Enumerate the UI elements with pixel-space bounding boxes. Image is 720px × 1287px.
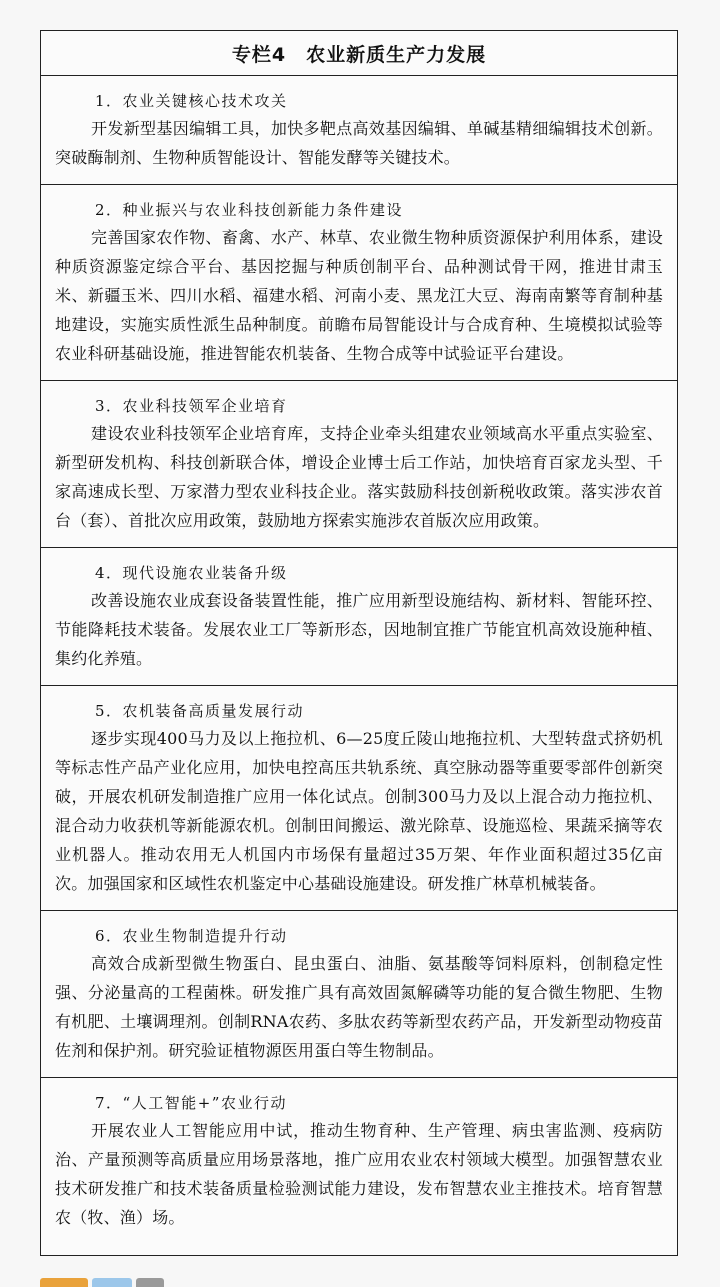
section-heading: 4．现代设施农业装备升级 <box>95 564 288 582</box>
share-icon[interactable] <box>92 1278 132 1287</box>
section-body: 开发新型基因编辑工具，加快多靶点高效基因编辑、单碱基精细编辑技术创新。突破酶制剂、生物种质智能设计、智能发酵等关键技术。 <box>55 119 663 167</box>
section-heading: 7．“人工智能+”农业行动 <box>95 1094 287 1112</box>
section-body: 高效合成新型微生物蛋白、昆虫蛋白、油脂、氨基酸等饲料原料，创制稳定性强、分泌量高的工程菌株。研发推广具有高效固氮解磷等功能的复合微生物肥、生物有机肥、土壤调理剂。创制RNA农药、多肽农药等新型农药产品，开发新型动物疫苗佐剂和保护剂。研究验证植物源医用蛋白等生物制品。 <box>55 954 663 1060</box>
section-1 <box>41 76 677 185</box>
column-title: 专栏4 农业新质生产力发展 <box>41 31 677 76</box>
section-body: 完善国家农作物、畜禽、水产、林草、农业微生物种质资源保护利用体系，建设种质资源鉴定综合平台、基因挖掘与种质创制平台、品种测试骨干网，推进甘肃玉米、新疆玉米、四川水稻、福建水稻、河南小麦、黑龙江大豆、海南南繁等育制种基地建设，实施实质性派生品种制度。前瞻布局智能设计与合成育种、生境模拟试验等农业科研基础设施，推进智能农机装备、生物合成等中试验证平台建设。 <box>55 228 663 363</box>
section-5 <box>41 686 677 911</box>
section-6 <box>41 911 677 1078</box>
footer-icon-strip[interactable] <box>40 1278 200 1287</box>
section-2 <box>41 185 677 381</box>
section-body: 改善设施农业成套设备装置性能，推广应用新型设施结构、新材料、智能环控、节能降耗技术装备。发展农业工厂等新形态，因地制宜推广节能宜机高效设施种植、集约化养殖。 <box>55 591 663 668</box>
section-heading: 6．农业生物制造提升行动 <box>95 927 288 945</box>
section-heading: 1．农业关键核心技术攻关 <box>95 92 288 110</box>
share-icon[interactable] <box>40 1278 88 1287</box>
section-body: 逐步实现400马力及以上拖拉机、6—25度丘陵山地拖拉机、大型转盘式挤奶机等标志性产品产业化应用，加快电控高压共轨系统、真空脉动器等重要零部件创新突破，开展农机研发制造推广应用一体化试点。创制300马力及以上混合动力拖拉机、混合动力收获机等新能源农机。创制田间搬运、激光除草、设施巡检、果蔬采摘等农业机器人。推动农用无人机国内市场保有量超过35万架、年作业面积超过35亿亩次。加强国家和区域性农机鉴定中心基础设施建设。研发推广林草机械装备。 <box>55 729 663 893</box>
column-box <box>40 30 678 1256</box>
section-body: 开展农业人工智能应用中试，推动生物育种、生产管理、病虫害监测、疫病防治、产量预测等高质量应用场景落地，推广应用农业农村领域大模型。加强智慧农业技术研发推广和技术装备质量检验测试能力建设，发布智慧农业主推技术。培育智慧农（牧、渔）场。 <box>55 1121 663 1227</box>
more-icon[interactable] <box>136 1278 164 1287</box>
section-4 <box>41 548 677 686</box>
section-7 <box>41 1078 677 1255</box>
section-heading: 3．农业科技领军企业培育 <box>95 397 288 415</box>
section-3 <box>41 381 677 548</box>
section-heading: 5．农机装备高质量发展行动 <box>95 702 305 720</box>
section-heading: 2．种业振兴与农业科技创新能力条件建设 <box>95 201 404 219</box>
section-body: 建设农业科技领军企业培育库，支持企业牵头组建农业领域高水平重点实验室、新型研发机构、科技创新联合体，增设企业博士后工作站，加快培育百家龙头型、千家高速成长型、万家潜力型农业科技企业。落实鼓励科技创新税收政策。落实涉农首台（套）、首批次应用政策，鼓励地方探索实施涉农首版次应用政策。 <box>55 424 663 530</box>
